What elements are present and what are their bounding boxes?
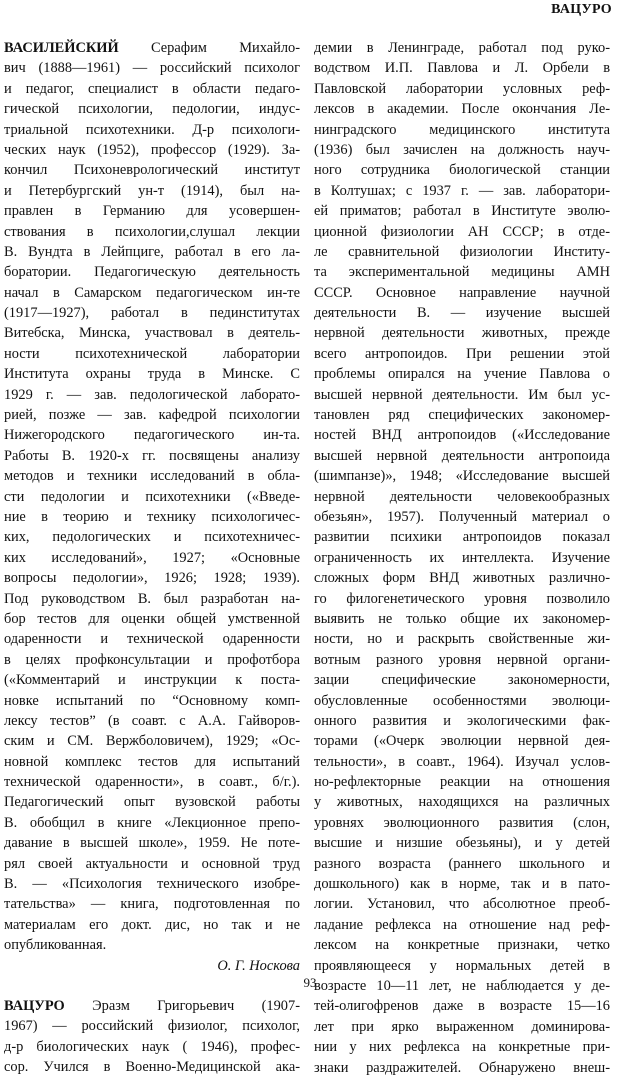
page-number: 93 bbox=[303, 975, 317, 990]
text-line: ческих наук (1952), профессор (1929). За- bbox=[4, 141, 300, 158]
text-line: высшей нервной деятельности антропоида bbox=[314, 447, 610, 464]
text-line: В. — «Психология технического изобре- bbox=[4, 876, 300, 893]
text-line: ких, педологических и психотехничес- bbox=[4, 529, 300, 546]
text-line: уровнях эволюционного развития (слон, bbox=[314, 814, 610, 831]
text-line: торами («Очерк эволюции нервной дея- bbox=[314, 733, 610, 750]
entry-author: О. Г. Носкова bbox=[217, 957, 300, 974]
text-line: ским и СМ. Вержболовичем), 1929; «Ос- bbox=[4, 733, 300, 750]
entry-first-line-text: Эразм Григорьевич (1907- bbox=[64, 997, 300, 1014]
text-line: в целях профконсультации и профотбора bbox=[4, 651, 300, 668]
text-line: логии. Установил, что абсолютное преоб- bbox=[314, 896, 610, 913]
text-line: 1929 г. — зав. педологической лаборато- bbox=[4, 386, 300, 403]
text-line: д-р биологических наук ( 1946), профес- bbox=[4, 1038, 300, 1055]
text-line: Института охраны труда в Минске. С bbox=[4, 366, 300, 383]
text-line: ционной физиологии АН СССР; в отде- bbox=[314, 223, 610, 240]
text-line: проблемы опирался на учение Павлова о bbox=[314, 366, 610, 383]
text-line: одаренности и технической одаренности bbox=[4, 631, 300, 648]
entry-headword: ВАСИЛЕЙСКИЙ bbox=[4, 40, 119, 56]
text-line: рял своей актуальности и основной труд bbox=[4, 855, 300, 872]
text-line: правлен в Германию для усовершен- bbox=[4, 203, 300, 220]
text-line: развитии психики антропоидов показал bbox=[314, 529, 610, 546]
text-line: го филогенетического уровня позволило bbox=[314, 590, 610, 607]
text-line: зации специфические закономерности, bbox=[314, 672, 610, 689]
text-line: обезьян», 1957). Полученный материал о bbox=[314, 508, 610, 525]
text-line: возрасте 10—11 лет, не наблюдается у де- bbox=[314, 977, 610, 994]
entry-body-vatsuro-right bbox=[314, 38, 610, 1078]
text-line: В. обобщил в книге «Лекционное препо- bbox=[4, 814, 300, 831]
entry-first-line bbox=[4, 38, 300, 58]
text-line: но-рефлекторные реакции на отношения bbox=[314, 774, 610, 791]
text-line: сти педологии и психотехники («Введе- bbox=[4, 488, 300, 505]
right-column bbox=[314, 38, 610, 1078]
text-line: ного сотрудника биологической станции bbox=[314, 162, 610, 179]
running-head: ВАЦУРО bbox=[551, 2, 612, 17]
text-line: В. Вундта в Лейпциге, работал в его ла- bbox=[4, 243, 300, 260]
text-line: обусловленные особенностями эволюци- bbox=[314, 692, 610, 709]
text-line: деятельности В. — изучение высшей bbox=[314, 305, 610, 322]
text-line: у животных, находящихся на различных bbox=[314, 794, 610, 811]
text-line: Нижегородского педагогического ин-та. bbox=[4, 427, 300, 444]
text-line: тательства» — книга, подготовленная по bbox=[4, 896, 300, 913]
text-line: и Петербургский ун-т (1914), был на- bbox=[4, 182, 300, 199]
text-line: тановлен ряд специфических закономер- bbox=[314, 407, 610, 424]
text-line: начал в Самарском педагогическом ин-те bbox=[4, 284, 300, 301]
text-line: ние в теорию и технику психологичес- bbox=[4, 508, 300, 525]
text-line: проявляющееся у нормальных детей в bbox=[314, 957, 610, 974]
text-line: ле сравнительной физиологии Институ- bbox=[314, 243, 610, 260]
text-line: ладание рефлекса на отношение над реф- bbox=[314, 916, 610, 933]
text-line: ствования в психологии,слушал лекции bbox=[4, 223, 300, 240]
text-line: Витебска, Минска, участвовал в деятель- bbox=[4, 325, 300, 342]
text-line: Педагогический опыт вузовской работы bbox=[4, 794, 300, 811]
text-line: СССР. Основное направление научной bbox=[314, 284, 610, 301]
text-line: ей приматов; работал в Институте эволю- bbox=[314, 203, 610, 220]
text-line: высшие и низшие обезьяны), и у детей bbox=[314, 835, 610, 852]
text-line: та экспериментальной медицины АМН bbox=[314, 264, 610, 281]
entry-first-line-text: Серафим Михайло- bbox=[118, 40, 300, 56]
text-line: выявить не только общие их закономер- bbox=[314, 610, 610, 627]
text-line: гической психологии, педологии, индус- bbox=[4, 101, 300, 118]
text-line: лексов в академии. После окончания Ле- bbox=[314, 101, 610, 118]
text-line: ностей ВНД антропоидов («Исследование bbox=[314, 427, 610, 444]
text-line: новной комплекс тестов для испытаний bbox=[4, 753, 300, 770]
text-line: лексу тестов” (в соавт. с А.А. Гайворов- bbox=[4, 712, 300, 729]
text-line: боратории. Педагогическую деятельность bbox=[4, 264, 300, 281]
text-line: всего антропоидов. При решении этой bbox=[314, 345, 610, 362]
text-line: опубликованная. bbox=[4, 937, 107, 954]
text-line: нинградского медицинского института bbox=[314, 121, 610, 138]
text-line: кончил Психоневрологический институт bbox=[4, 162, 300, 179]
text-line: рией, позже — зав. кафедрой психологии bbox=[4, 407, 300, 424]
text-line: демии в Ленинграде, работал под руко- bbox=[314, 40, 610, 56]
text-line: вопросы педологии», 1926; 1928; 1939). bbox=[4, 570, 300, 587]
text-line: («Комментарий и инструкции к поста- bbox=[4, 672, 300, 689]
text-line: ности психотехнической лаборатории bbox=[4, 345, 300, 362]
text-line: лет при ярко выраженном доминирова- bbox=[314, 1018, 610, 1035]
text-line: лексом на конкретные признаки, четко bbox=[314, 937, 610, 954]
text-line: новке испытаний по “Основному комп- bbox=[4, 692, 300, 709]
text-line: бор тестов для оценки общей умственной bbox=[4, 610, 300, 627]
entry-body-vasileisky bbox=[4, 58, 300, 955]
text-line: вич (1888—1961) — российский психолог bbox=[4, 60, 300, 77]
text-line: нервной деятельности животных, прежде bbox=[314, 325, 610, 342]
text-line: онного развития и экологическими фак- bbox=[314, 712, 610, 729]
text-line: материалам его докт. дис, но так и не bbox=[4, 916, 300, 933]
text-line: в Колтушах; с 1937 г. — зав. лаборатори- bbox=[314, 182, 610, 199]
text-line: разного возраста (раннего школьного и bbox=[314, 855, 610, 872]
text-line: Павловской лаборатории условных реф- bbox=[314, 80, 610, 97]
text-line: технической одаренности», в соавт., б/г.). bbox=[4, 774, 300, 791]
text-line: (шимпанзе)», 1948; «Исследование высшей bbox=[314, 468, 610, 485]
text-line: вотным разного уровня нервной органи- bbox=[314, 651, 610, 668]
text-line: знаки раздражителей. Обнаружено внеш- bbox=[314, 1059, 610, 1076]
text-line: дошкольного) как в норме, так и в пато- bbox=[314, 876, 610, 893]
text-line: (1917—1927), работал в пединститутах bbox=[4, 305, 300, 322]
entry-first-line bbox=[4, 996, 300, 1016]
text-line: ности, но и раскрыть свойственные жи- bbox=[314, 631, 610, 648]
text-line: давание в высшей школе», 1959. Не поте- bbox=[4, 835, 300, 852]
text-line: (1936) был зачислен на должность науч- bbox=[314, 141, 610, 158]
text-line: ких исследований», 1927; «Основные bbox=[4, 549, 300, 566]
entry-body-vatsuro-left bbox=[4, 1016, 300, 1077]
text-line: Под руководством В. был разработан на- bbox=[4, 590, 300, 607]
text-line: водством И.П. Павлова и Л. Орбели в bbox=[314, 60, 610, 77]
text-line: и педагог, специалист в области педаго- bbox=[4, 80, 300, 97]
text-line: нервной деятельности человекообразных bbox=[314, 488, 610, 505]
entry-headword: ВАЦУРО bbox=[4, 997, 65, 1014]
text-line: высшей нервной деятельности. Им был ус- bbox=[314, 386, 610, 403]
left-column bbox=[4, 38, 300, 1078]
text-line: 1967) — российский физиолог, психолог, bbox=[4, 1018, 300, 1035]
text-line: методов и техники исследований в обла- bbox=[4, 468, 300, 485]
text-line: нии у них рефлекса на конкретные при- bbox=[314, 1039, 610, 1056]
text-line: сор. Учился в Военно-Медицинской ака- bbox=[4, 1059, 300, 1076]
text-line: Работы В. 1920-х гг. посвящены анализу bbox=[4, 447, 300, 464]
text-line: триальной психотехники. Д-р психологи- bbox=[4, 121, 300, 138]
text-line: ограниченность их интеллекта. Изучение bbox=[314, 549, 610, 566]
text-line: тей-олигофренов даже в возрасте 15—16 bbox=[314, 998, 610, 1015]
text-line: тельности», в соавт., 1964). Изучал услов- bbox=[314, 753, 610, 770]
text-line: сложных форм ВНД животных различно- bbox=[314, 570, 610, 587]
